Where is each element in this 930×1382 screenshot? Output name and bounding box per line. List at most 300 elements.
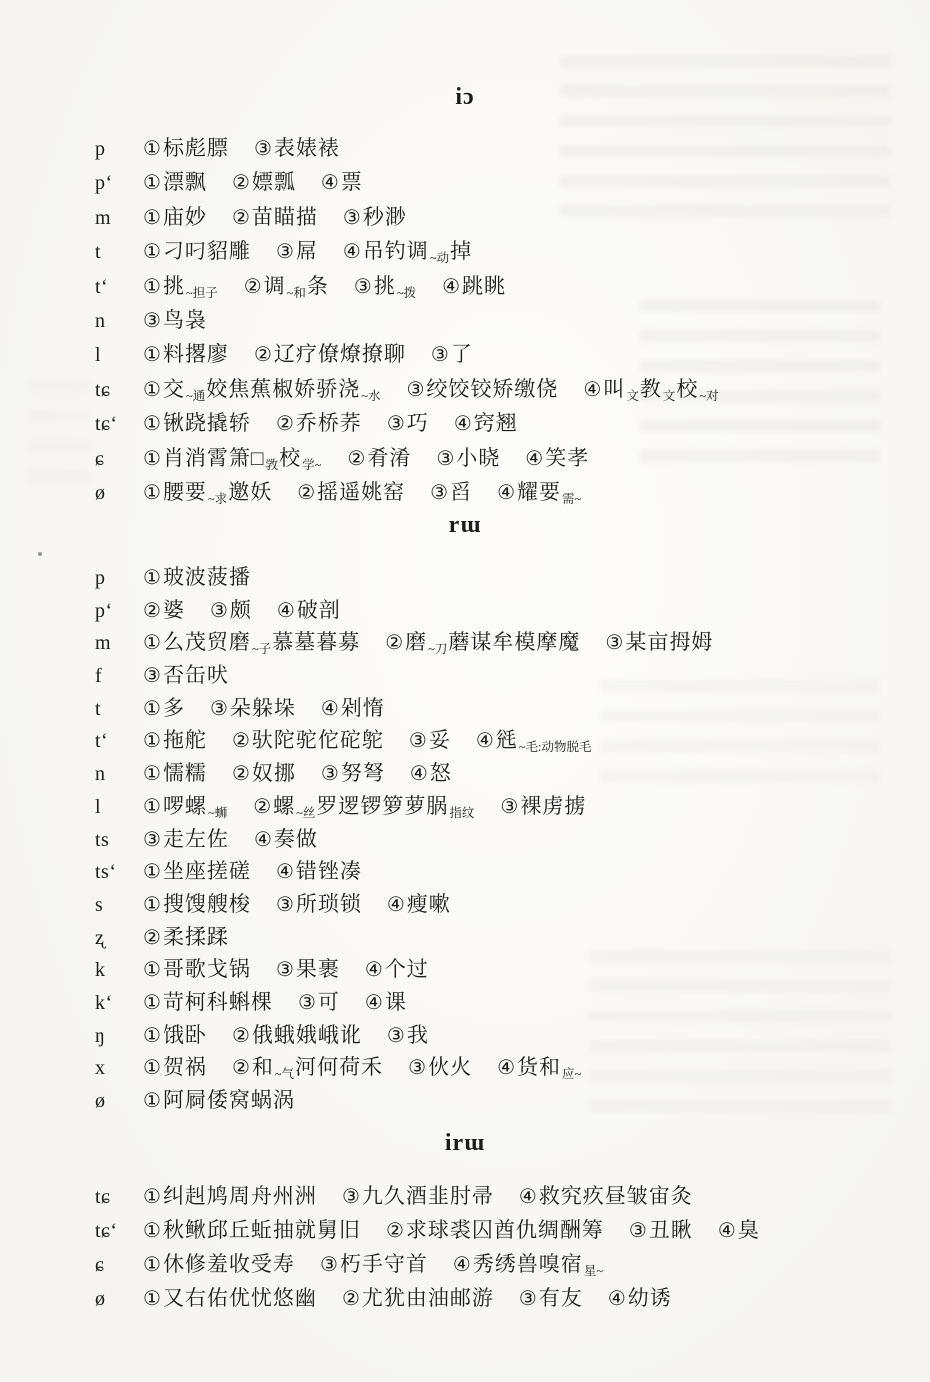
annotation-gloss: ~拨: [396, 285, 417, 300]
tone-group: [143, 475, 272, 516]
tone-group: [387, 888, 451, 924]
characters: 个过: [384, 957, 429, 982]
characters: 求球裘囚酋仇绸酬筹: [405, 1218, 604, 1242]
section-rows: [95, 1179, 910, 1315]
characters: 漂飘: [162, 170, 207, 195]
tone-group: [143, 953, 251, 989]
tone-number: ④: [386, 893, 405, 916]
character-list: [163, 957, 251, 981]
characters: 肖消霄箫□: [162, 445, 265, 470]
characters: 螺: [273, 793, 296, 818]
tone-group: [387, 406, 429, 443]
character-list: [517, 1055, 582, 1082]
initial-label: p: [95, 138, 106, 160]
character-list: [296, 859, 362, 883]
characters: 可: [317, 989, 340, 1014]
entry-row: [95, 594, 910, 627]
character-list: [163, 892, 251, 916]
character-list: [539, 1286, 583, 1310]
character-list: [163, 480, 272, 504]
character-list: [163, 859, 251, 883]
tone-number: ④: [518, 1186, 537, 1208]
tone-group: [321, 757, 385, 793]
tone-number: ②: [275, 413, 294, 436]
entry-row: [95, 406, 910, 440]
tone-number: ①: [143, 275, 161, 298]
tone-group: [321, 165, 363, 202]
initial-label: tɕ‘: [95, 1220, 118, 1242]
tone-group: [143, 406, 251, 443]
tone-group: [276, 953, 340, 989]
entry-row: [95, 626, 910, 659]
tone-number: ①: [143, 413, 161, 436]
characters: 秋鳅邱丘蚯抽就舅旧: [162, 1218, 361, 1242]
character-list: [625, 630, 713, 654]
characters: 舀: [450, 479, 473, 504]
initial-label: f: [95, 665, 103, 688]
character-list: [163, 827, 229, 851]
character-list: [163, 274, 219, 298]
character-list: [163, 170, 207, 194]
tone-number: ①: [143, 481, 161, 504]
characters: 多: [162, 695, 185, 720]
tone-group: [354, 269, 417, 310]
initial-label: l: [95, 344, 102, 367]
characters: 挑: [162, 273, 185, 298]
entry-row: [95, 790, 910, 823]
tone-number: ③: [386, 413, 405, 436]
annotation-gloss: ~通: [185, 388, 206, 403]
character-list: [163, 411, 251, 435]
character-list: [163, 696, 185, 720]
tone-number: ③: [500, 795, 519, 818]
tone-number: ④: [320, 697, 339, 720]
tone-group: [385, 626, 580, 666]
character-list: [406, 1218, 604, 1242]
characters: 坐座搓磋: [162, 859, 251, 884]
character-list: [163, 1286, 317, 1310]
tone-group: [320, 1247, 428, 1284]
characters: 条: [306, 273, 329, 298]
tone-number: ②: [231, 1057, 250, 1080]
entry-row: [95, 234, 910, 268]
entry-row: [95, 441, 910, 475]
entry-row: [95, 724, 910, 757]
character-list: [162, 630, 361, 657]
characters: 走左佐: [162, 826, 229, 851]
characters: 臭: [737, 1218, 760, 1242]
tone-number: ④: [583, 378, 602, 401]
tone-number: ②: [347, 447, 366, 470]
tone-group: [442, 269, 506, 306]
characters: 校: [676, 376, 699, 401]
tone-number: ③: [342, 206, 361, 229]
tone-group: [143, 1084, 295, 1120]
character-list: [163, 1055, 207, 1079]
character-list: [274, 827, 318, 851]
initial-label: n: [95, 309, 106, 332]
character-list: [520, 794, 586, 818]
tone-number: ③: [209, 599, 228, 622]
section-header: irɯ: [444, 1130, 486, 1156]
tone-number: ②: [231, 172, 250, 195]
tone-group: [497, 475, 582, 516]
initial-label: tɕ: [95, 378, 111, 401]
character-list: [317, 480, 405, 504]
characters: 奴挪: [251, 761, 296, 786]
tone-number: ④: [275, 861, 294, 884]
tone-number: ③: [628, 1220, 647, 1242]
tone-number: ②: [385, 632, 404, 655]
annotation-gloss: 指纹: [449, 805, 475, 820]
tone-group: [297, 475, 405, 512]
tone-number: ①: [143, 447, 161, 470]
character-list: [163, 377, 382, 401]
tone-number: ①: [143, 730, 161, 753]
characters: 腰要: [162, 479, 207, 504]
characters: 秒渺: [362, 204, 407, 229]
annotation-gloss: ~动: [429, 251, 450, 266]
tone-group: [276, 406, 362, 443]
characters: 救究疚昼皱宙灸: [538, 1184, 693, 1208]
entry-row: [95, 561, 910, 594]
entry-row: [95, 1179, 910, 1213]
tone-group: [254, 823, 318, 859]
characters: 辽疗僚燎撩聊: [273, 342, 406, 367]
character-list: [451, 342, 473, 366]
tone-number: ①: [143, 861, 161, 884]
tone-number: ③: [353, 275, 372, 298]
character-list: [274, 342, 406, 366]
annotation-gloss: 敩: [265, 457, 279, 472]
tone-group: [143, 757, 207, 793]
initial-label: p‘: [95, 172, 113, 195]
tone-number: ①: [143, 1254, 161, 1276]
tone-number: ③: [319, 1254, 338, 1276]
entry-row: [95, 1213, 910, 1247]
tone-number: ①: [143, 1057, 161, 1080]
tone-number: ③: [253, 138, 272, 160]
characters: 交: [162, 376, 185, 401]
tone-group: [454, 406, 518, 443]
characters: 庙妙: [162, 204, 207, 229]
section-header: rɯ: [448, 512, 482, 538]
character-list: [273, 794, 475, 818]
character-list: [738, 1218, 760, 1242]
tone-number: ①: [143, 795, 161, 818]
character-list: [163, 308, 207, 332]
tone-number: ③: [406, 378, 425, 401]
tone-group: [436, 441, 500, 478]
initial-label: tɕ: [95, 1186, 111, 1208]
character-list: [341, 170, 363, 194]
tone-group: [408, 1051, 472, 1087]
tone-group: [143, 303, 207, 340]
character-list: [252, 728, 384, 752]
annotation-gloss: ~丝: [296, 805, 316, 820]
tone-group: [143, 1179, 317, 1216]
characters: 某亩拇姆: [625, 630, 714, 655]
tone-group: [608, 1281, 672, 1318]
bleed-through-artifact: [30, 380, 90, 500]
character-list: [385, 990, 407, 1014]
tone-number: ③: [143, 828, 161, 851]
characters: 休修羞收受寿: [162, 1252, 295, 1276]
tone-group: [321, 692, 385, 728]
character-list: [363, 205, 407, 229]
tone-group: [232, 724, 384, 760]
initial-label: ʐ: [95, 926, 105, 949]
tone-group: [298, 986, 340, 1022]
tone-number: ①: [143, 632, 161, 655]
entry-row: [95, 888, 910, 921]
tone-group: [254, 337, 406, 374]
entry-row: [95, 131, 910, 165]
tone-group: [143, 921, 229, 957]
tone-number: ②: [341, 1288, 360, 1310]
characters: 懦糯: [162, 761, 207, 786]
entry-row: [95, 1051, 910, 1084]
tone-number: ③: [436, 447, 455, 470]
characters: 纠赳鸠周舟州洲: [162, 1184, 317, 1208]
characters: 毤: [495, 728, 518, 753]
characters: 跳眺: [462, 273, 507, 298]
tone-group: [143, 200, 207, 237]
tone-number: ②: [143, 599, 161, 622]
character-list: [385, 957, 429, 981]
tone-number: ②: [231, 730, 250, 753]
tone-group: [342, 1281, 494, 1318]
characters: 阿屙倭窝蜗涡: [162, 1088, 295, 1112]
initial-label: n: [95, 763, 106, 786]
tone-group: [143, 855, 251, 891]
tone-number: ④: [452, 1254, 471, 1276]
characters: 乔桥荞: [295, 411, 362, 436]
tone-number: ③: [275, 241, 294, 264]
character-list: [649, 1218, 693, 1242]
tone-group: [143, 1247, 295, 1284]
character-list: [163, 663, 229, 687]
entry-row: [95, 1247, 910, 1281]
tone-group: [143, 165, 207, 202]
tone-group: [365, 986, 407, 1022]
characters: 哥歌戈锅: [162, 957, 251, 982]
tone-group: [143, 823, 229, 859]
initial-label: ts: [95, 828, 110, 851]
character-list: [456, 446, 500, 470]
characters: 玻波菠播: [162, 565, 251, 589]
initial-label: ɕ: [95, 447, 105, 470]
characters: 校: [279, 445, 302, 470]
initial-label: m: [95, 632, 112, 655]
tone-number: ③: [143, 665, 161, 688]
tone-group: [143, 888, 251, 924]
tone-group: [583, 372, 719, 413]
tone-group: [406, 372, 558, 409]
tone-number: ①: [143, 1024, 161, 1047]
tone-number: ①: [143, 763, 161, 786]
initial-label: t‘: [95, 275, 109, 298]
initial-label: s: [95, 893, 104, 916]
tone-number: ①: [143, 378, 161, 401]
tone-group: [525, 441, 589, 478]
characters: 教: [639, 376, 662, 401]
character-list: [341, 696, 385, 720]
character-list: [252, 1023, 362, 1047]
character-list: [163, 1218, 361, 1242]
tone-number: ②: [253, 344, 272, 367]
tone-number: ②: [231, 206, 250, 229]
tone-group: [500, 790, 586, 826]
character-list: [296, 892, 362, 916]
character-list: [405, 630, 581, 657]
tone-group: [387, 1019, 429, 1055]
character-list: [367, 446, 411, 470]
entry-row: [95, 1019, 910, 1052]
tone-group: [210, 594, 252, 630]
tone-number: ③: [209, 697, 228, 720]
entry-row: [95, 165, 910, 199]
tone-group: [232, 757, 296, 793]
character-list: [163, 565, 251, 589]
character-list: [318, 990, 340, 1014]
characters: 摇遥姚窑: [317, 479, 406, 504]
characters: 瘦嗽: [406, 891, 451, 916]
characters: 笑孝: [545, 445, 590, 470]
character-list: [429, 728, 451, 752]
annotation-gloss: ~和: [286, 285, 306, 300]
character-list: [450, 480, 472, 504]
characters: 锹跷撬轿: [162, 411, 251, 436]
section-rows: [95, 131, 910, 509]
tone-number: ④: [497, 481, 516, 504]
character-list: [163, 342, 229, 366]
annotation-gloss: 星~: [583, 1264, 604, 1278]
characters: 么茂贸磨: [162, 630, 251, 655]
characters: 挑: [373, 273, 396, 298]
character-list: [296, 239, 318, 263]
character-list: [474, 411, 518, 435]
characters: 驮陀驼佗砣鸵: [251, 728, 384, 753]
annotation-gloss: ~对: [699, 388, 719, 403]
tone-group: [347, 441, 411, 478]
characters: 所琐锁: [295, 891, 362, 916]
tone-number: ①: [143, 959, 161, 982]
tone-number: ①: [143, 1090, 161, 1112]
character-list: [296, 957, 340, 981]
section-rows: [95, 561, 910, 1117]
initial-label: m: [95, 206, 112, 229]
scan-speck: [38, 552, 42, 556]
characters: 调: [263, 273, 286, 298]
characters: 邀妖: [228, 479, 273, 504]
section-header: iɔ: [455, 84, 475, 110]
tone-group: [410, 757, 452, 793]
characters: 刁叼貂雕: [162, 239, 251, 264]
characters: 否缶吠: [162, 663, 229, 688]
initial-label: ɕ: [95, 1254, 105, 1276]
annotation-gloss: ~刀: [428, 642, 448, 657]
characters: 啰螺: [162, 793, 207, 818]
character-list: [163, 1088, 295, 1112]
characters: 叫: [603, 376, 626, 401]
tone-group: [343, 200, 407, 237]
characters: 搜馊艘梭: [162, 891, 251, 916]
tone-number: ③: [518, 1288, 537, 1310]
entry-row: [95, 921, 910, 954]
tone-number: ④: [442, 275, 461, 298]
tone-group: [143, 986, 273, 1022]
tone-number: ①: [143, 206, 161, 229]
characters: 我: [406, 1022, 429, 1047]
character-list: [628, 1286, 672, 1310]
character-list: [163, 1023, 207, 1047]
characters: 朽手守首: [339, 1252, 428, 1276]
character-list: [297, 598, 341, 622]
tone-number: ④: [717, 1220, 736, 1242]
character-list: [163, 1252, 295, 1276]
annotation-gloss: 文: [662, 388, 676, 403]
tone-group: [519, 1179, 693, 1216]
characters: 剁惰: [340, 695, 385, 720]
annotation-gloss: ~子: [251, 642, 272, 657]
tone-group: [718, 1213, 760, 1250]
annotation-gloss: 文: [626, 388, 639, 403]
tone-group: [244, 269, 329, 310]
tone-group: [143, 1019, 207, 1055]
initial-label: ŋ: [95, 1024, 106, 1047]
tone-number: ③: [275, 893, 294, 916]
entry-row: [95, 269, 910, 303]
initial-label: ø: [95, 1090, 106, 1112]
characters: 小晓: [456, 445, 501, 470]
tone-group: [365, 953, 429, 989]
character-list: [163, 446, 322, 470]
annotation-gloss: 学~: [302, 457, 322, 472]
character-list: [296, 411, 362, 435]
characters: 贺祸: [162, 1055, 207, 1080]
character-list: [426, 377, 558, 401]
tone-number: ④: [475, 730, 494, 753]
characters: 耀要: [517, 479, 562, 504]
tone-group: [254, 131, 340, 168]
characters: 九久酒韭肘帚: [361, 1184, 494, 1208]
tone-group: [430, 475, 472, 512]
tone-number: ③: [408, 1057, 427, 1080]
entry-row: [95, 200, 910, 234]
initial-label: k: [95, 959, 106, 982]
tone-group: [232, 200, 318, 237]
tone-number: ②: [297, 481, 316, 504]
tone-number: ④: [497, 1057, 516, 1080]
entry-row: [95, 692, 910, 725]
tone-number: ③: [297, 991, 316, 1014]
tone-group: [210, 692, 296, 728]
tone-group: [143, 1051, 207, 1087]
initial-label: x: [95, 1057, 106, 1080]
annotation-gloss: ~求: [207, 491, 228, 506]
tone-group: [143, 659, 229, 695]
character-list: [230, 696, 296, 720]
characters: 妥: [428, 728, 451, 753]
annotation-gloss: ~水: [361, 388, 381, 403]
tone-number: ②: [231, 1024, 250, 1047]
initial-label: k‘: [95, 991, 113, 1014]
tone-group: [143, 234, 251, 271]
characters: 颇: [229, 597, 252, 622]
characters: 姣焦蕉椒娇骄浇: [206, 376, 361, 401]
characters: 果裹: [295, 957, 340, 982]
